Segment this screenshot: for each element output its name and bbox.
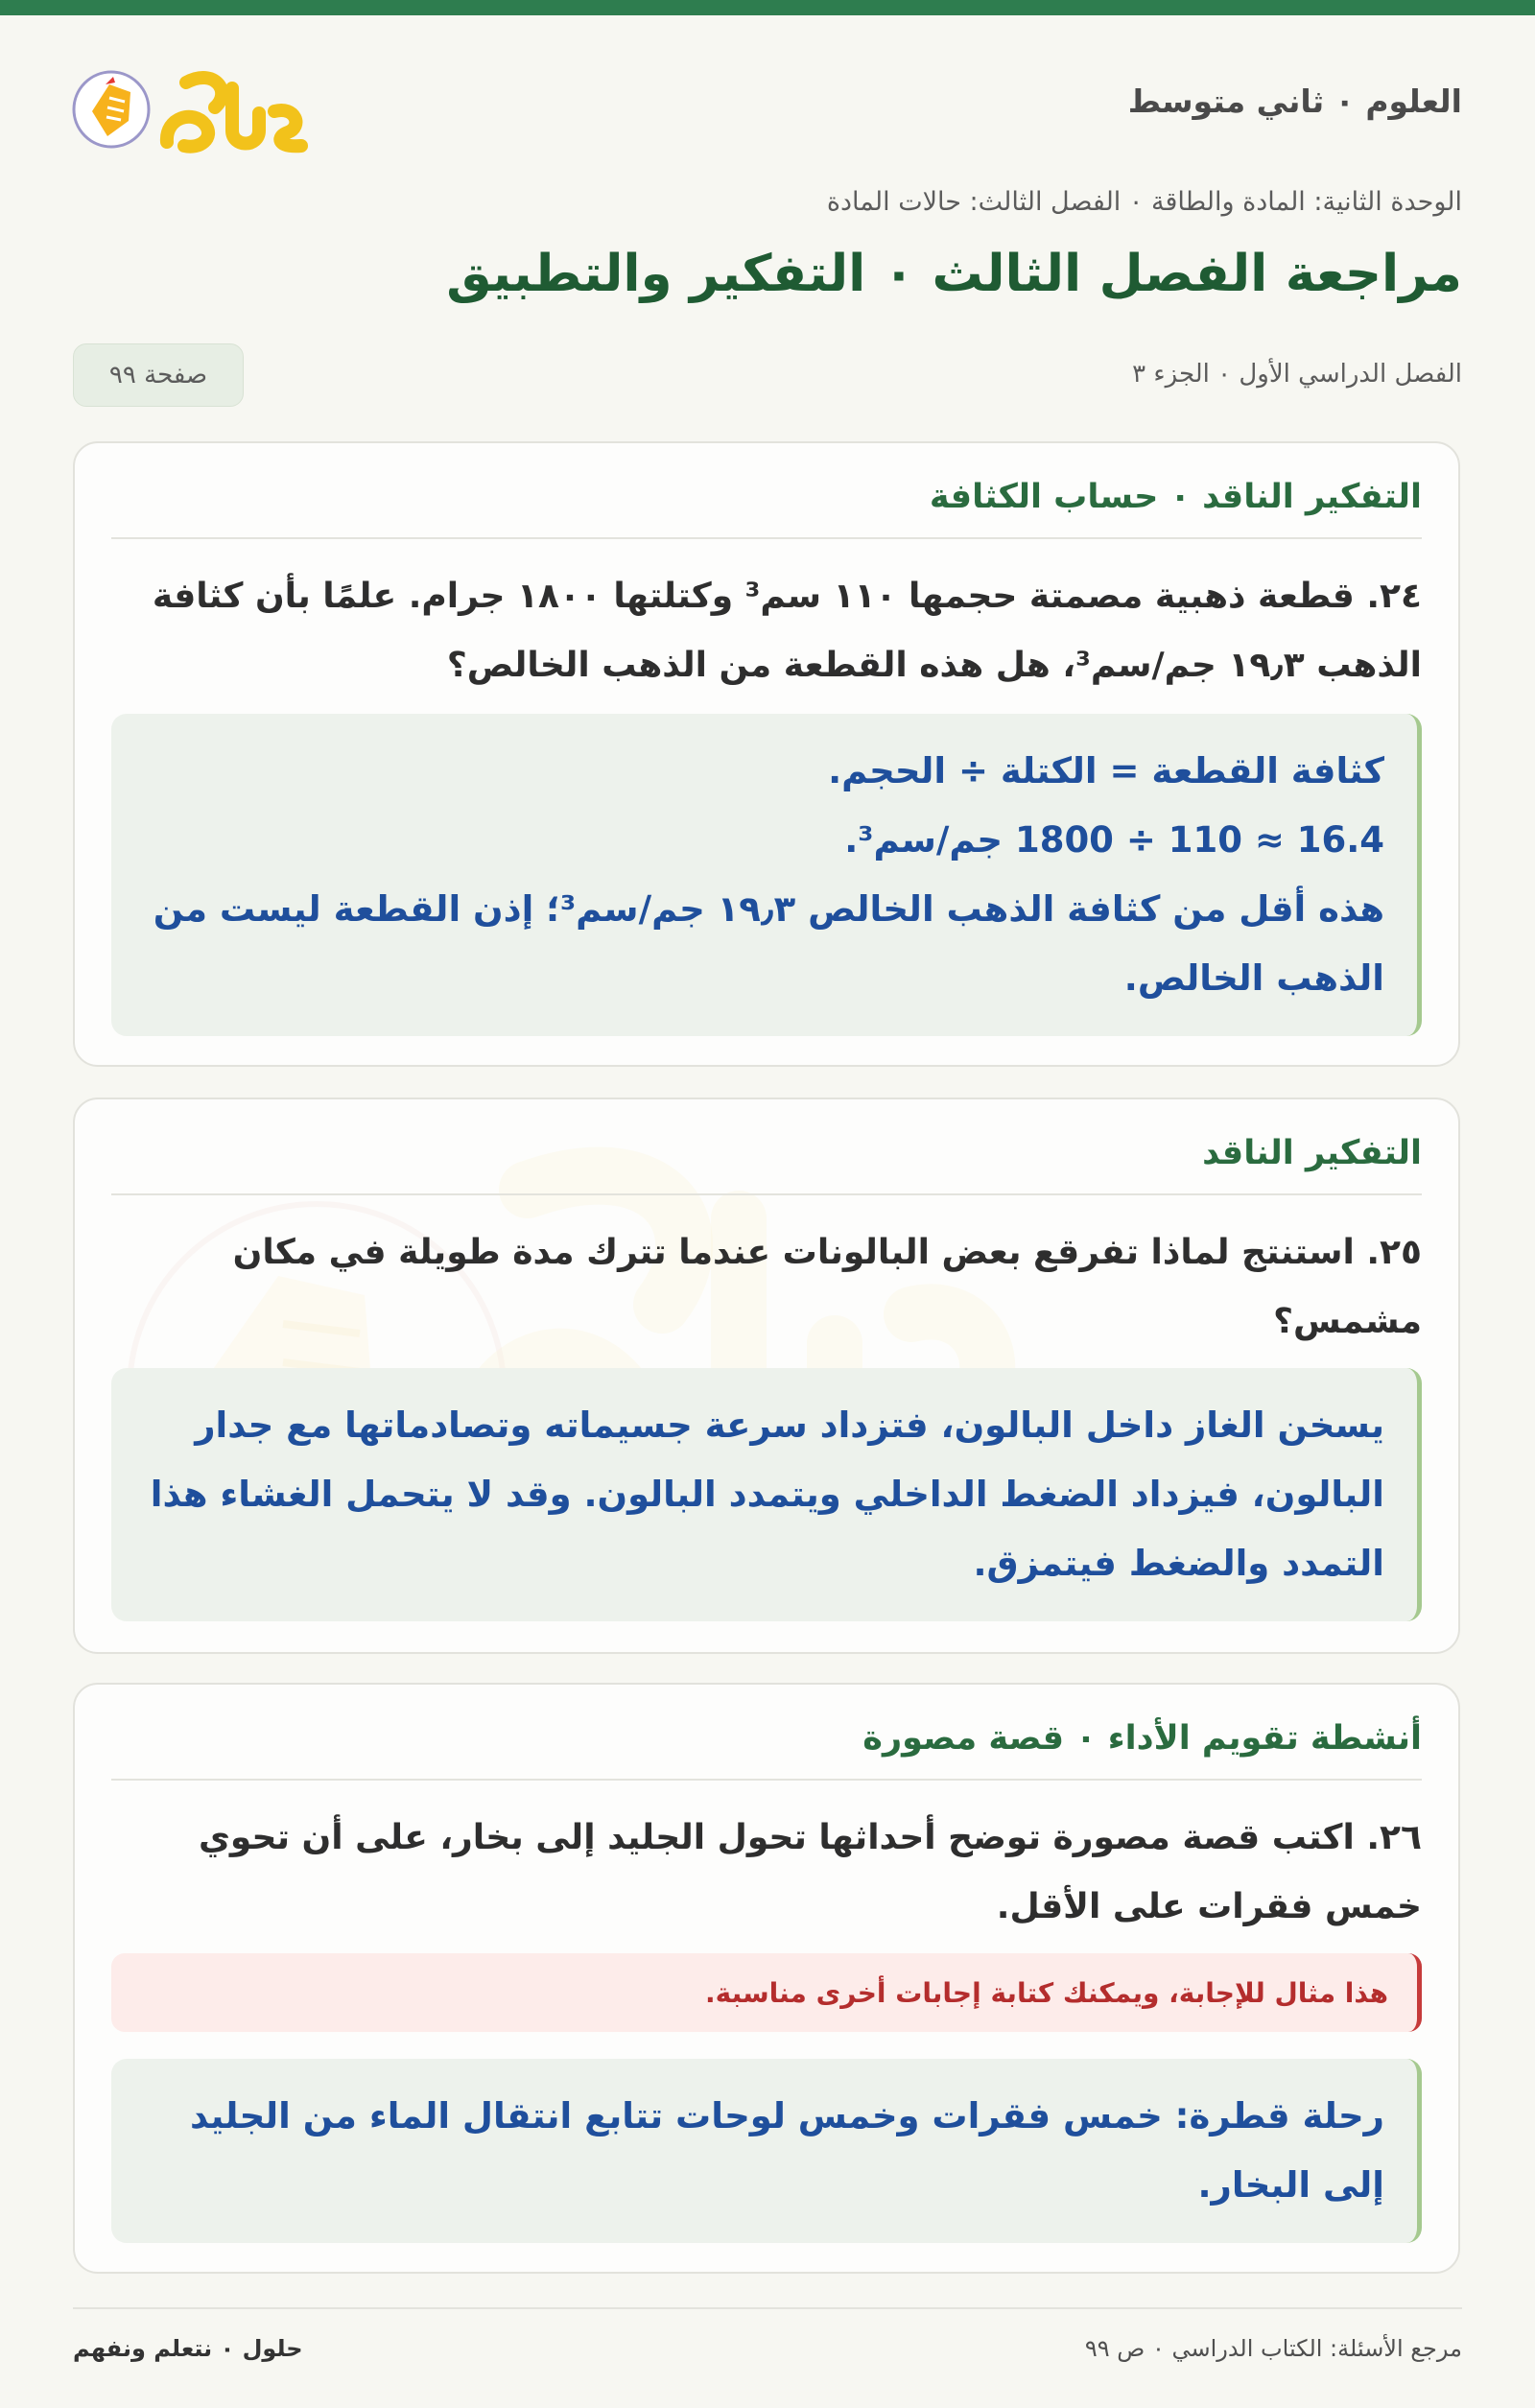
answer-text: يسخن الغاز داخل البالون، فتزداد سرعة جسيماته وتصادماتها مع جدار البالون، فيزداد الضغط الداخلي ويتمدد البالون. وقد لا يتحمل الغشاء هذا التمدد والضغط فيتمزق.: [150, 1405, 1384, 1584]
card-heading: التفكير الناقد: [1202, 1134, 1422, 1172]
sample-answer-note: هذا مثال للإجابة، ويمكنك كتابة إجابات أخرى مناسبة.: [111, 1953, 1422, 2032]
brand-logo[interactable]: [71, 50, 320, 165]
course-title: العلوم ۰ ثاني متوسط: [1127, 83, 1462, 120]
answer-line: كثافة القطعة = الكتلة ÷ الحجم.: [828, 750, 1384, 791]
answer-box: [111, 2059, 1422, 2243]
question-text: ٢٥. استنتج لماذا تفرقع بعض البالونات عندما تترك مدة طويلة في مكان مشمس؟: [232, 1233, 1422, 1341]
answer-line: هذه أقل من كثافة الذهب الخالص ١٩٫٣ جم/سم³؛ إذن القطعة ليست من الذهب الخالص.: [153, 888, 1384, 999]
question-card-26: [73, 1683, 1460, 2274]
footer-reference: مرجع الأسئلة: الكتاب الدراسي ۰ ص ٩٩: [1084, 2335, 1462, 2362]
divider: [111, 1779, 1422, 1781]
answer-box: [111, 1368, 1422, 1621]
question-card-25: [73, 1098, 1460, 1654]
divider: [111, 1193, 1422, 1195]
answer-box: [111, 714, 1422, 1036]
answer-line: 16.4 ≈ 110 ÷ 1800 جم/سم³.: [844, 819, 1384, 861]
footer-divider: [73, 2307, 1462, 2309]
breadcrumb: الوحدة الثانية: المادة والطاقة ۰ الفصل الثالث: حالات المادة: [826, 187, 1462, 217]
page-title: مراجعة الفصل الثالث ۰ التفكير والتطبيق: [446, 245, 1462, 303]
logo-icon: [71, 50, 320, 165]
divider: [111, 537, 1422, 539]
question-text: ٢٤. قطعة ذهبية مصمتة حجمها ١١٠ سم³ وكتلتها ١٨٠٠ جرام. علمًا بأن كثافة الذهب ١٩٫٣ جم/سم³، هل هذه القطعة من الذهب الخالص؟: [152, 577, 1422, 685]
card-heading: أنشطة تقويم الأداء ۰ قصة مصورة: [862, 1719, 1422, 1758]
question-card-24: [73, 441, 1460, 1067]
card-heading: التفكير الناقد ۰ حساب الكثافة: [929, 478, 1422, 516]
top-accent-bar: [0, 0, 1535, 15]
page-number-badge: صفحة ٩٩: [73, 343, 244, 407]
answer-text: رحلة قطرة: خمس فقرات وخمس لوحات تتابع انتقال الماء من الجليد إلى البخار.: [190, 2095, 1384, 2206]
footer-brand: حلول ۰ نتعلم ونفهم: [73, 2335, 303, 2362]
question-text: ٢٦. اكتب قصة مصورة توضح أحداثها تحول الجليد إلى بخار، على أن تحوي خمس فقرات على الأقل.: [198, 1818, 1422, 1926]
term-label: الفصل الدراسي الأول ۰ الجزء ٣: [1132, 360, 1462, 389]
